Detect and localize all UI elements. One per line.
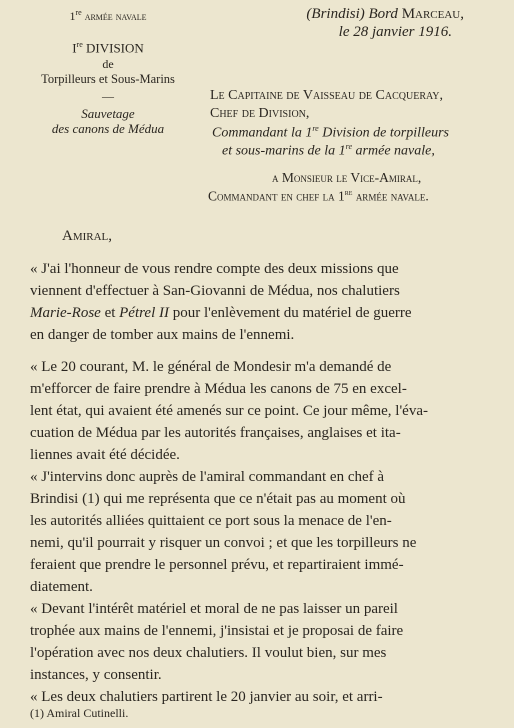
body-line: trophée aux mains de l'ennemi, j'insistai et je proposai de faire — [30, 623, 404, 639]
body-line: « Devant l'intérêt matériel et moral de ne pas laisser un pareil — [30, 601, 398, 617]
body-line: nemi, qu'il pourrait y risquer un convoi ; et que les torpilleurs ne — [30, 535, 417, 551]
header-division: Ire DIVISION — [72, 40, 144, 56]
header-dash: — — [102, 89, 114, 103]
header-de: de — [102, 57, 114, 71]
body-line: cuation de Médua par les autorités françaises, anglaises et ita- — [30, 425, 401, 441]
body-line: diatement. — [30, 579, 93, 595]
sender-line-2: Chef de Division, — [210, 106, 310, 121]
header-army: 1re armée navale — [69, 8, 147, 23]
body-line: en danger de tomber aux mains de l'ennemi. — [30, 327, 295, 343]
body-line: « Le 20 courant, M. le général de Mondesir m'a demandé de — [30, 359, 392, 375]
body-line: instances, y consentir. — [30, 667, 162, 683]
body-line: feraient que prendre le personnel prévu, et repartiraient immé- — [30, 557, 404, 573]
salutation: Amiral, — [62, 228, 113, 244]
body-line: « Les deux chalutiers partirent le 20 janvier au soir, et arri- — [30, 689, 383, 705]
body-line: l'opération avec nos deux chalutiers. Il voulut bien, sur mes — [30, 645, 387, 661]
header-sauvetage: Sauvetage — [81, 106, 135, 121]
sender-line-4: et sous-marins de la 1re armée navale, — [222, 142, 435, 159]
sender-line-3: Commandant la 1re Division de torpilleurs — [212, 124, 449, 141]
body-line: Marie-Rose et Pétrel II pour l'enlèvement du matériel de guerre — [30, 305, 412, 321]
sender-line-1: Le Capitaine de Vaisseau de Cacqueray, — [210, 88, 444, 103]
body-line: les autorités alliées quittaient ce port sous la menace de l'en- — [30, 513, 392, 529]
recipient-line-1: a Monsieur le Vice-Amiral, — [272, 170, 422, 185]
body-line: liennes avait été décidée. — [30, 447, 180, 463]
body-line: « J'ai l'honneur de vous rendre compte des deux missions que — [30, 261, 399, 277]
header-torpilleurs: Torpilleurs et Sous-Marins — [41, 72, 175, 86]
body-line: Brindisi (1) qui me représenta que ce n'était pas au moment où — [30, 491, 406, 507]
header-canons: des canons de Méduа — [51, 121, 165, 136]
place-line: (Brindisi) Bord Marceau, — [306, 6, 464, 22]
body-line: lent état, qui avaient été amenés sur ce point. Ce jour même, l'éva- — [30, 403, 428, 419]
date-line: le 28 janvier 1916. — [338, 24, 452, 40]
footnote: (1) Amiral Cutinelli. — [30, 706, 129, 720]
recipient-line-2: Commandant en chef la 1re armée navale. — [208, 188, 429, 204]
body-line: « J'intervins donc auprès de l'amiral commandant en chef à — [30, 469, 385, 485]
body-line: viennent d'effectuer à San-Giovanni de Médua, nos chalutiers — [30, 283, 400, 299]
body-line: m'efforcer de faire prendre à Médua les canons de 75 en excel- — [30, 381, 407, 397]
